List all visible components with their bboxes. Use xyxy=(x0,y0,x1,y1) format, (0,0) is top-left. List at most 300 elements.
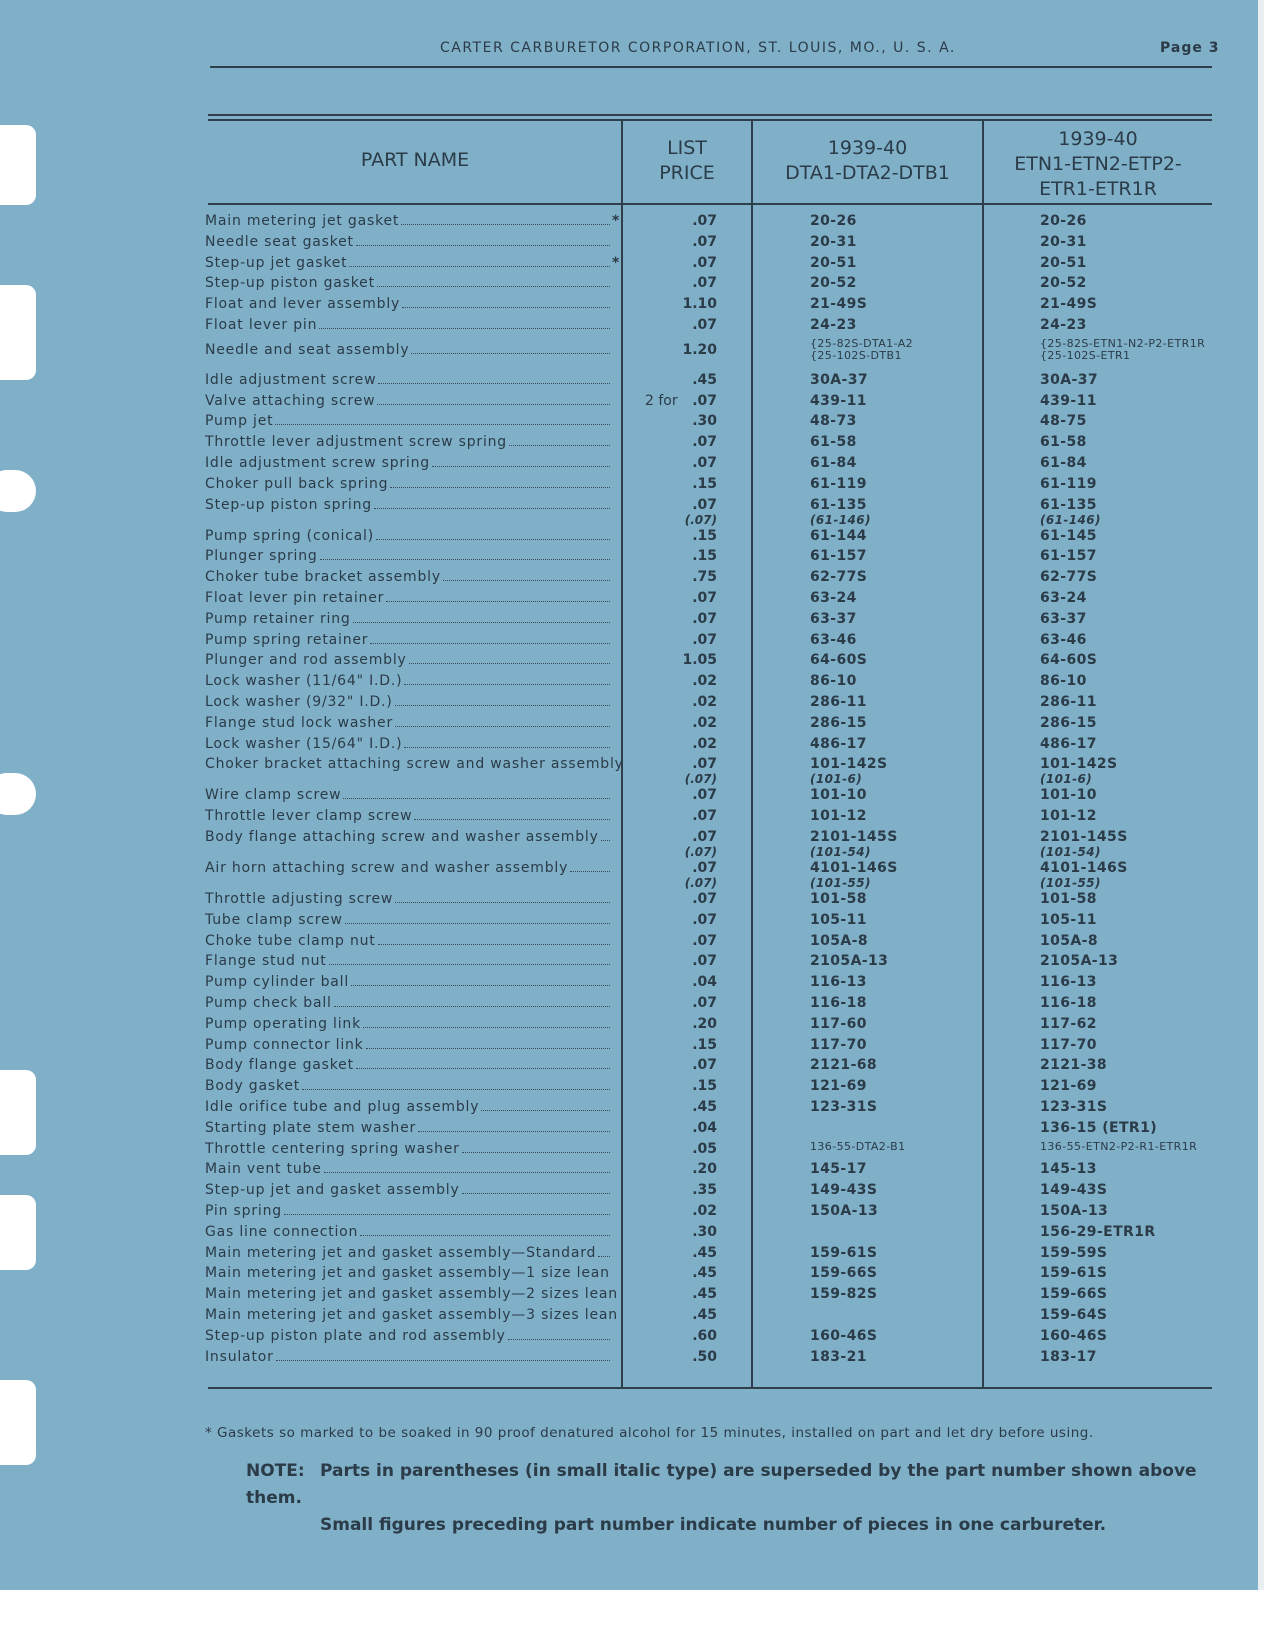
etn-part-number xyxy=(1040,317,1260,333)
dot-leader xyxy=(404,747,610,748)
etn-part-number xyxy=(1040,787,1260,803)
part-name xyxy=(205,1120,618,1136)
part-number: 159-66S xyxy=(1040,1286,1108,1303)
part-number: 159-66S xyxy=(810,1265,878,1282)
part-name-label: Throttle lever adjustment screw spring xyxy=(205,434,507,451)
part-name-label: Pump jet xyxy=(205,413,274,430)
part-name-label: Pump spring retainer xyxy=(205,631,369,648)
dta-part-number xyxy=(810,953,1010,969)
alt-part-number: {25-102S-DTB1 xyxy=(810,348,902,362)
etn-part-number xyxy=(1040,694,1260,710)
part-name-label: Choke tube clamp nut xyxy=(205,932,376,949)
part-number: 63-46 xyxy=(1040,631,1087,648)
dot-leader xyxy=(363,1027,610,1028)
part-name-label: Main metering jet and gasket assembly—1 size lean xyxy=(205,1265,610,1282)
etn-part-number xyxy=(1040,1307,1260,1323)
part-name xyxy=(205,715,618,731)
part-name-label: Gas line connection xyxy=(205,1223,359,1240)
dta-part-number xyxy=(810,393,1010,409)
dot-leader xyxy=(414,819,610,820)
part-name xyxy=(205,434,618,450)
part-number: 86-10 xyxy=(810,673,857,690)
price-value: .45 xyxy=(692,371,717,388)
part-number: 117-62 xyxy=(1040,1015,1097,1032)
part-number: 116-18 xyxy=(810,995,867,1011)
price-value: .20 xyxy=(692,1161,717,1178)
part-number: 20-52 xyxy=(1040,275,1087,292)
part-number: 2105A-13 xyxy=(810,953,889,970)
part-number: 2121-38 xyxy=(1040,1057,1108,1074)
part-name-label: Tube clamp screw xyxy=(205,911,343,928)
part-number: 61-58 xyxy=(1040,434,1087,451)
dot-leader xyxy=(402,307,610,308)
part-number: 183-21 xyxy=(810,1348,867,1365)
list-price xyxy=(625,275,717,291)
part-number: 21-49S xyxy=(1040,296,1098,313)
price-value: .02 xyxy=(692,1203,717,1219)
list-price xyxy=(625,1203,717,1219)
part-name xyxy=(205,1224,618,1240)
list-price xyxy=(625,1307,717,1323)
price-value: .35 xyxy=(692,1182,717,1199)
etn-part-number xyxy=(1040,255,1260,271)
dot-leader xyxy=(570,871,610,872)
column-divider xyxy=(621,121,623,1387)
part-number: 101-12 xyxy=(1040,808,1097,825)
dot-leader xyxy=(598,1256,610,1257)
dta-part-number xyxy=(810,476,1010,492)
part-name xyxy=(205,974,618,990)
list-price xyxy=(625,673,717,689)
list-price xyxy=(625,569,717,585)
part-name xyxy=(205,254,621,271)
part-number: 48-75 xyxy=(1040,413,1087,430)
etn-part-number xyxy=(1040,974,1260,990)
dot-leader xyxy=(390,487,610,488)
part-number: 61-119 xyxy=(1040,475,1097,492)
part-number: 145-13 xyxy=(1040,1161,1097,1178)
part-number: 2121-68 xyxy=(810,1057,878,1074)
part-name-label: Idle adjustment screw xyxy=(205,371,377,388)
superseded-part-number: (101-55) xyxy=(810,876,871,890)
etn-part-number xyxy=(1040,1245,1260,1261)
part-number: 61-58 xyxy=(810,434,857,451)
dot-leader xyxy=(366,1048,610,1049)
part-name xyxy=(205,912,618,928)
etn-part-number xyxy=(1040,736,1260,752)
dot-leader xyxy=(378,383,610,384)
part-name-label: Valve attaching screw xyxy=(205,392,376,409)
etn-part-number xyxy=(1040,1203,1260,1219)
dot-leader xyxy=(409,663,610,664)
part-number: 159-61S xyxy=(810,1244,878,1261)
part-number: 117-70 xyxy=(810,1036,867,1053)
part-name xyxy=(205,548,618,564)
etn-part-number xyxy=(1040,829,1260,859)
dta-part-number xyxy=(810,497,1010,527)
list-price xyxy=(625,1349,717,1365)
part-name-label: Choker tube bracket assembly xyxy=(205,569,441,586)
price-value: .07 xyxy=(692,787,717,804)
part-name xyxy=(205,1099,618,1115)
part-name-label: Lock washer (11/64" I.D.) xyxy=(205,673,403,690)
part-name xyxy=(205,234,618,250)
dta-part-number xyxy=(810,213,1010,229)
dta-part-number xyxy=(810,891,1010,907)
etn-part-number xyxy=(1040,1265,1260,1281)
part-name xyxy=(205,808,618,824)
part-number: 486-17 xyxy=(810,735,867,752)
price-value: .07 xyxy=(692,610,717,627)
dta-part-number xyxy=(810,756,1010,786)
part-number: 150A-13 xyxy=(1040,1203,1109,1219)
part-number: 105A-8 xyxy=(1040,932,1099,949)
superseded-price: (.07) xyxy=(684,512,717,527)
dot-leader xyxy=(353,622,610,623)
part-name xyxy=(205,342,618,358)
part-number: 30A-37 xyxy=(810,371,869,388)
part-number: 136-55-DTA2-B1 xyxy=(810,1139,906,1153)
dta-part-number xyxy=(810,1141,1010,1153)
part-number: 286-11 xyxy=(1040,694,1097,710)
part-name xyxy=(205,1245,618,1261)
dta-part-number xyxy=(810,296,1010,312)
dot-leader xyxy=(395,705,610,706)
part-name-label: Step-up piston spring xyxy=(205,496,372,513)
etn-part-number xyxy=(1040,1182,1260,1198)
dta-part-number xyxy=(810,1265,1010,1281)
price-value: .07 xyxy=(692,590,717,606)
dta-part-number xyxy=(810,787,1010,803)
part-name-label: Starting plate stem washer xyxy=(205,1119,417,1136)
part-number: 101-58 xyxy=(810,891,867,907)
dot-leader xyxy=(343,798,610,799)
part-number: 24-23 xyxy=(810,317,857,333)
part-name xyxy=(205,673,618,689)
etn-part-number xyxy=(1040,1016,1260,1032)
price-value: .04 xyxy=(692,1119,717,1136)
price-value: .02 xyxy=(692,694,717,710)
price-value: 1.10 xyxy=(682,296,717,313)
part-name xyxy=(205,1057,618,1073)
part-name xyxy=(205,933,618,949)
part-number: 149-43S xyxy=(1040,1182,1108,1199)
etn-part-number xyxy=(1040,569,1260,585)
dot-leader xyxy=(509,445,610,446)
dot-leader xyxy=(404,684,610,685)
part-name-label: Idle adjustment screw spring xyxy=(205,455,430,471)
part-number: 101-12 xyxy=(810,808,867,825)
price-value: .07 xyxy=(692,631,717,648)
dot-leader xyxy=(349,266,610,267)
price-value: .07 xyxy=(692,317,717,333)
dot-leader xyxy=(395,726,610,727)
list-price xyxy=(625,434,717,450)
part-number: 20-31 xyxy=(810,233,857,250)
price-value: .15 xyxy=(692,527,717,544)
part-number: 64-60S xyxy=(810,652,868,669)
dot-leader xyxy=(324,1172,610,1173)
part-name-label: Pump connector link xyxy=(205,1036,364,1053)
dta-part-number xyxy=(810,1328,1010,1344)
list-price xyxy=(625,1265,717,1281)
note-label: NOTE: xyxy=(246,1461,305,1481)
part-number: 61-119 xyxy=(810,475,867,492)
dot-leader xyxy=(276,1360,610,1361)
list-price xyxy=(625,255,717,271)
dta-part-number xyxy=(810,995,1010,1011)
binder-hole xyxy=(0,125,36,205)
note-line-1: Parts in parentheses (in small italic type) are superseded by the part number shown above them. xyxy=(246,1461,1197,1508)
part-name-label: Lock washer (15/64" I.D.) xyxy=(205,735,403,752)
price-value: .45 xyxy=(692,1265,717,1282)
dot-leader xyxy=(351,985,610,986)
dot-leader xyxy=(395,902,610,903)
part-name-label: Main vent tube xyxy=(205,1161,322,1178)
part-name-label: Main metering jet and gasket assembly—2 sizes lean xyxy=(205,1286,618,1303)
part-number: 159-82S xyxy=(810,1286,878,1303)
list-price xyxy=(625,912,717,928)
part-number: {25-82S-DTA1-A2 xyxy=(810,336,914,350)
part-number: 159-59S xyxy=(1040,1244,1108,1261)
part-name-label: Pump check ball xyxy=(205,995,332,1011)
etn-part-number xyxy=(1040,1161,1260,1177)
part-number: 61-135 xyxy=(810,496,867,513)
dta-part-number xyxy=(810,528,1010,544)
column-header-dta: 1939-40 DTA1-DTA2-DTB1 xyxy=(785,137,950,184)
list-price xyxy=(625,860,717,890)
etn-part-number xyxy=(1040,1141,1260,1153)
part-number: 159-61S xyxy=(1040,1265,1108,1282)
part-name xyxy=(205,1203,618,1219)
part-name xyxy=(205,528,618,544)
part-name-label: Needle and seat assembly xyxy=(205,341,410,358)
etn-part-number xyxy=(1040,590,1260,606)
list-price xyxy=(625,1328,717,1344)
list-price xyxy=(625,476,717,492)
part-number: 30A-37 xyxy=(1040,371,1099,388)
dta-part-number xyxy=(810,829,1010,859)
dot-leader xyxy=(376,539,610,540)
etn-part-number xyxy=(1040,1286,1260,1302)
part-number: 101-10 xyxy=(1040,787,1097,804)
etn-part-number xyxy=(1040,891,1260,907)
part-name xyxy=(205,590,618,606)
price-value: .07 xyxy=(692,392,717,409)
etn-part-number xyxy=(1040,434,1260,450)
price-value: .07 xyxy=(692,496,717,513)
list-price xyxy=(625,497,717,527)
price-value: .45 xyxy=(692,1286,717,1303)
list-price xyxy=(625,1057,717,1073)
price-value: .15 xyxy=(692,1036,717,1053)
company-header: CARTER CARBURETOR CORPORATION, ST. LOUIS, MO., U. S. A. xyxy=(440,40,956,56)
price-value: 1.05 xyxy=(682,652,717,669)
price-value: .30 xyxy=(692,413,717,430)
binder-hole xyxy=(0,1380,36,1465)
part-number: 105-11 xyxy=(1040,911,1097,928)
part-number: 121-69 xyxy=(810,1078,867,1095)
part-name xyxy=(205,1016,618,1032)
etn-part-number xyxy=(1040,296,1260,312)
part-number: 62-77S xyxy=(1040,569,1098,586)
list-price xyxy=(625,455,717,471)
part-name xyxy=(205,372,618,388)
part-name xyxy=(205,736,618,752)
part-name xyxy=(205,632,618,648)
part-name xyxy=(205,1078,618,1094)
etn-part-number xyxy=(1040,933,1260,949)
part-number: 63-37 xyxy=(1040,610,1087,627)
price-value: .07 xyxy=(692,932,717,949)
dta-part-number xyxy=(810,736,1010,752)
part-name-label: Float lever pin xyxy=(205,317,318,333)
etn-part-number xyxy=(1040,548,1260,564)
dot-leader xyxy=(345,923,610,924)
dta-part-number xyxy=(810,255,1010,271)
list-price xyxy=(625,393,717,409)
dot-leader xyxy=(432,466,610,467)
part-name-label: Flange stud nut xyxy=(205,953,327,970)
list-price xyxy=(625,372,717,388)
part-number: 61-157 xyxy=(810,548,867,565)
dot-leader xyxy=(462,1152,610,1153)
etn-part-number xyxy=(1040,611,1260,627)
part-number: 286-15 xyxy=(1040,714,1097,731)
part-number: 61-145 xyxy=(1040,527,1097,544)
gasket-asterisk: * xyxy=(612,254,621,271)
part-name xyxy=(205,995,618,1011)
part-number: 286-11 xyxy=(810,694,867,710)
price-value: .45 xyxy=(692,1099,717,1115)
price-value: .07 xyxy=(692,434,717,451)
part-number: 286-15 xyxy=(810,714,867,731)
part-name-label: Body flange attaching screw and washer assembly xyxy=(205,829,599,845)
superseded-part-number: (101-54) xyxy=(810,845,871,859)
etn-part-number xyxy=(1040,1057,1260,1073)
superseded-part-number: (101-55) xyxy=(1040,876,1101,890)
dot-leader xyxy=(284,1214,610,1215)
dta-part-number xyxy=(810,1099,1010,1115)
etn-part-number xyxy=(1040,234,1260,250)
part-name xyxy=(205,413,618,429)
part-name-label: Step-up jet and gasket assembly xyxy=(205,1182,460,1199)
dot-leader xyxy=(356,245,610,246)
price-value: .07 xyxy=(692,891,717,907)
list-price xyxy=(625,1078,717,1094)
part-name-label: Insulator xyxy=(205,1348,274,1365)
price-value: .45 xyxy=(692,1307,717,1323)
part-name-label: Throttle adjusting screw xyxy=(205,891,394,907)
price-value: .07 xyxy=(692,860,717,876)
part-number: 63-24 xyxy=(1040,590,1087,606)
dta-part-number xyxy=(810,912,1010,928)
list-price xyxy=(625,891,717,907)
part-number: 116-13 xyxy=(810,974,867,991)
dot-leader xyxy=(377,286,610,287)
part-number: 20-51 xyxy=(810,254,857,271)
dta-part-number xyxy=(810,933,1010,949)
part-number: 2101-145S xyxy=(810,829,898,845)
part-name xyxy=(205,1037,618,1053)
part-number: {25-82S-ETN1-N2-P2-ETR1R xyxy=(1040,336,1206,350)
part-name-label: Lock washer (9/32" I.D.) xyxy=(205,694,393,710)
part-name-label: Needle seat gasket xyxy=(205,233,354,250)
part-number: 61-144 xyxy=(810,527,867,544)
part-name xyxy=(205,652,618,668)
dta-part-number xyxy=(810,1349,1010,1365)
part-name xyxy=(205,1265,618,1281)
part-number: 63-46 xyxy=(810,631,857,648)
dta-part-number xyxy=(810,1016,1010,1032)
list-price xyxy=(625,1161,717,1177)
part-number: 20-26 xyxy=(1040,213,1087,229)
part-number: 105A-8 xyxy=(810,932,869,949)
superseded-price: (.07) xyxy=(684,876,717,890)
part-name xyxy=(205,694,618,710)
dta-part-number xyxy=(810,1245,1010,1261)
part-name xyxy=(205,860,618,876)
part-number: 101-142S xyxy=(1040,756,1118,773)
etn-part-number xyxy=(1040,476,1260,492)
part-number: 63-37 xyxy=(810,610,857,627)
part-number: 101-142S xyxy=(810,756,888,773)
superseded-price: (.07) xyxy=(684,845,717,859)
column-header-etn: 1939-40 ETN1-ETN2-ETP2- ETR1-ETR1R xyxy=(1014,128,1182,200)
list-price xyxy=(625,611,717,627)
price-value: .20 xyxy=(692,1015,717,1032)
binder-hole xyxy=(0,1195,36,1270)
part-name xyxy=(205,1141,618,1157)
list-price xyxy=(625,974,717,990)
dta-part-number xyxy=(810,372,1010,388)
etn-part-number xyxy=(1040,652,1260,668)
etn-part-number xyxy=(1040,372,1260,388)
dta-part-number xyxy=(810,1037,1010,1053)
binder-hole xyxy=(0,285,36,380)
list-price xyxy=(625,317,717,333)
price-value: .07 xyxy=(692,213,717,229)
etn-part-number xyxy=(1040,1349,1260,1365)
superseded-part-number: (101-54) xyxy=(1040,845,1101,859)
etn-part-number xyxy=(1040,1037,1260,1053)
list-price xyxy=(625,652,717,668)
price-value: .15 xyxy=(692,1078,717,1095)
dta-part-number xyxy=(810,1078,1010,1094)
list-price xyxy=(625,1037,717,1053)
price-value: .07 xyxy=(692,233,717,250)
part-number: 149-43S xyxy=(810,1182,878,1199)
part-number: 20-51 xyxy=(1040,254,1087,271)
dta-part-number xyxy=(810,715,1010,731)
dta-part-number xyxy=(810,632,1010,648)
column-divider xyxy=(751,121,753,1387)
part-name-label: Air horn attaching screw and washer assembly xyxy=(205,860,569,876)
dot-leader xyxy=(319,328,610,329)
price-value: .07 xyxy=(692,756,717,773)
list-price xyxy=(625,632,717,648)
dta-part-number xyxy=(810,317,1010,333)
etn-part-number xyxy=(1040,1120,1260,1136)
list-price xyxy=(625,694,717,710)
list-price xyxy=(625,342,717,358)
list-price xyxy=(625,1286,717,1302)
part-name-label: Pump spring (conical) xyxy=(205,527,374,544)
list-price xyxy=(625,787,717,803)
part-number: 439-11 xyxy=(1040,392,1097,409)
part-name-label: Throttle lever clamp screw xyxy=(205,808,413,825)
etn-part-number xyxy=(1040,1078,1260,1094)
